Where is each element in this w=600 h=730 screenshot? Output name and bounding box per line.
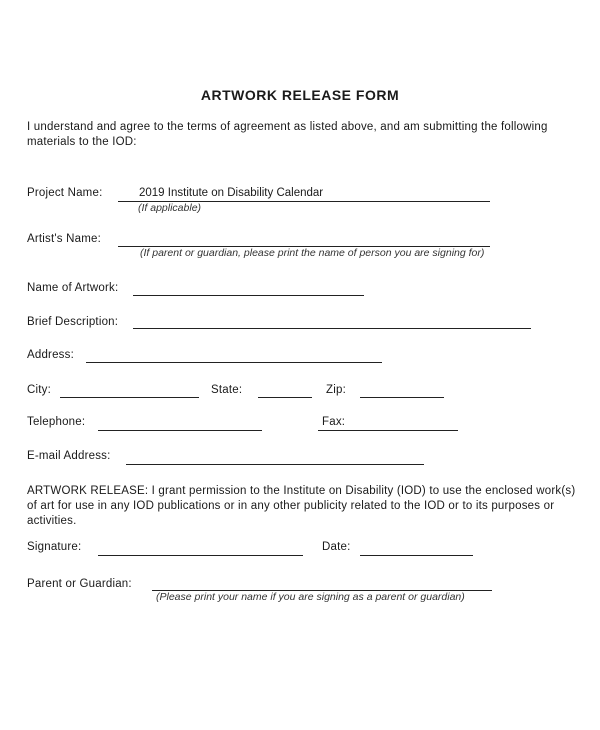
email-field[interactable] — [126, 464, 424, 465]
release-paragraph: ARTWORK RELEASE: I grant permission to the Institute on Disability (IOD) to use the enclosed work(s) of art for use in any IOD publications or in any other publicity related to the IOD or to its purposes or activities. — [27, 485, 576, 527]
zip-field[interactable] — [360, 397, 444, 398]
email-label: E-mail Address: — [27, 450, 111, 462]
telephone-field[interactable] — [98, 430, 262, 431]
telephone-label: Telephone: — [27, 416, 86, 428]
form-title: ARTWORK RELEASE FORM — [200, 87, 400, 103]
address-label: Address: — [27, 349, 74, 361]
name-of-artwork-label: Name of Artwork: — [27, 282, 119, 294]
intro-paragraph: I understand and agree to the terms of agreement as listed above, and am submitting the following materials to the IOD: — [27, 121, 548, 148]
city-field[interactable] — [60, 397, 199, 398]
fax-field[interactable] — [318, 430, 458, 431]
brief-description-field[interactable] — [133, 328, 531, 329]
project-name-value: 2019 Institute on Disability Calendar — [139, 187, 324, 199]
parent-guardian-hint: (Please print your name if you are signing as a parent or guardian) — [156, 591, 465, 603]
address-field[interactable] — [86, 362, 382, 363]
brief-description-label: Brief Description: — [27, 316, 119, 328]
date-label: Date: — [322, 541, 351, 553]
signature-field[interactable] — [98, 555, 303, 556]
name-of-artwork-field[interactable] — [133, 295, 364, 296]
state-label: State: — [211, 384, 243, 396]
project-name-label: Project Name: — [27, 187, 103, 199]
artists-name-label: Artist's Name: — [27, 233, 102, 245]
fax-label: Fax: — [322, 416, 346, 428]
zip-label: Zip: — [326, 384, 346, 396]
artists-name-hint: (If parent or guardian, please print the name of person you are signing for) — [140, 247, 485, 259]
signature-label: Signature: — [27, 541, 82, 553]
project-name-hint: (If applicable) — [138, 202, 202, 214]
state-field[interactable] — [258, 397, 312, 398]
date-field[interactable] — [360, 555, 473, 556]
parent-guardian-label: Parent or Guardian: — [27, 578, 132, 590]
city-label: City: — [27, 384, 51, 396]
